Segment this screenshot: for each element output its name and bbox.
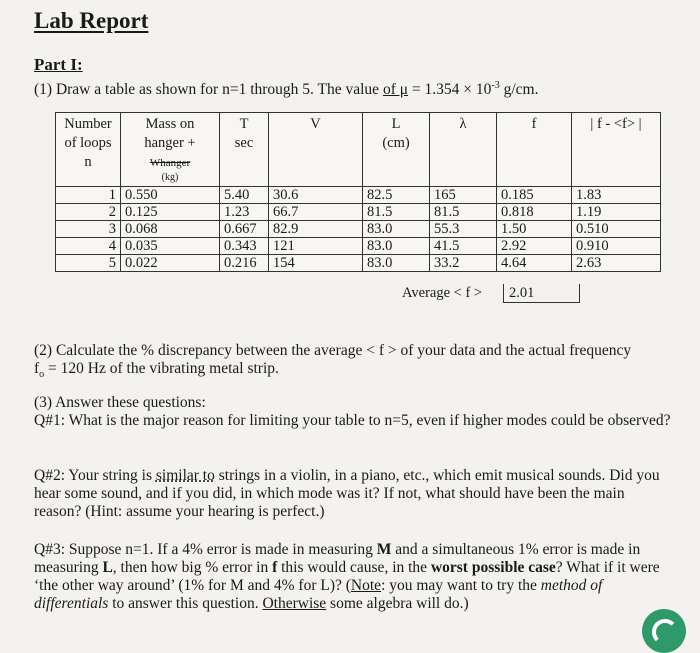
question-3-q3 [34,541,674,613]
q3-otherwise: Otherwise [262,595,327,612]
cell-mass: 0.035 [121,238,220,255]
cell-L: 83.0 [363,255,430,272]
cell-V: 30.6 [269,187,363,204]
header-L-unit: (cm) [382,135,410,151]
q3-part-h: some algebra will do.) [326,595,469,612]
instruction-mu: of μ [382,81,409,99]
cell-diff: 0.510 [572,221,661,238]
app-logo-icon[interactable] [642,609,686,653]
cell-n: 3 [56,221,121,238]
question-3-intro: (3) Answer these questions: [34,394,206,411]
header-T-unit: sec [234,135,254,151]
cell-lambda: 165 [430,187,497,204]
header-T [220,113,269,187]
cell-L: 83.0 [363,221,430,238]
question-3-q1: Q#1: What is the major reason for limiting your table to n=5, even if higher modes could be observed? [34,412,671,429]
q3-part-a: Q#3: Suppose n=1. If a 4% error is made in measuring [34,541,377,558]
instruction-line [34,80,539,99]
q3-part-g: to answer this question. [108,595,263,612]
cell-T: 0.667 [220,221,269,238]
cell-f: 0.185 [497,187,572,204]
q3-L: L [102,559,113,576]
q3-M: M [376,541,392,558]
cell-diff: 0.910 [572,238,661,255]
question-3-q2 [34,467,674,521]
part-heading: Part I: [34,55,83,74]
cell-T: 5.40 [220,187,269,204]
cell-V: 66.7 [269,204,363,221]
header-lambda: λ [430,113,497,187]
cell-n: 1 [56,187,121,204]
cell-T: 0.343 [220,238,269,255]
cell-diff: 1.83 [572,187,661,204]
header-diff: | f - <f> | [572,113,661,187]
average-label: Average < f > [402,285,483,301]
cell-n: 5 [56,255,121,272]
cell-T: 1.23 [220,204,269,221]
cell-f: 0.818 [497,204,572,221]
cell-mass: 0.550 [121,187,220,204]
header-mass-a: Mass on hanger + [144,116,196,151]
data-table [55,112,661,272]
instruction-text-c: g/cm. [499,81,539,99]
q3-part-f: : you may want to try the [381,577,541,594]
page-title: Lab Report [34,8,149,33]
q2-text-a: (2) Calculate the % discrepancy between the average < f > of your data and the actual frequency [34,342,632,359]
cell-V: 121 [269,238,363,255]
header-mass-struck: Whanger [149,157,191,169]
cell-f: 1.50 [497,221,572,238]
q3-part-d: this would cause, in the [277,559,431,576]
q3-f: f [272,559,278,576]
header-mass-unit: (kg) [161,172,179,183]
instruction-text-b: = 1.354 × 10 [408,81,492,99]
instruction-text-a: (1) Draw a table as shown for n=1 through 5. The value [34,81,383,99]
cell-lambda: 55.3 [430,221,497,238]
q3-part-e: ? What if it were ‘the other way around’ (1% for M and 4% for L)? ( [34,559,660,594]
cell-lambda: 41.5 [430,238,497,255]
header-L-label: L [391,116,401,132]
cell-n: 2 [56,204,121,221]
header-mass [121,113,220,187]
header-T-label: T [239,116,249,132]
cell-mass: 0.022 [121,255,220,272]
table-row [56,204,661,221]
instruction-exponent: -3 [491,80,500,91]
q2-f: f [34,360,40,377]
average-value: 2.01 [503,284,580,303]
header-V: V [269,113,363,187]
cell-mass: 0.068 [121,221,220,238]
cell-lambda: 33.2 [430,255,497,272]
cell-L: 81.5 [363,204,430,221]
q2-part-b: strings in a violin, in a piano, etc., which emit musical sounds. Did you hear some sound, and if you did, in which mode was it? If not, what should have been the main reason? (Hint: assume your hearing is perfect.) [34,467,660,520]
table-row [56,187,661,204]
q3-worst: worst possible case [430,559,556,576]
cell-L: 83.0 [363,238,430,255]
cell-diff: 2.63 [572,255,661,272]
q2-similar: similar to [155,467,215,484]
q3-part-b: and a simultaneous 1% error is made in measuring [34,541,641,576]
cell-L: 82.5 [363,187,430,204]
cell-f: 2.92 [497,238,572,255]
question-2 [34,342,674,384]
cell-V: 82.9 [269,221,363,238]
table-row [56,221,661,238]
cell-f: 4.64 [497,255,572,272]
q3-part-c: , then how big % error in [112,559,273,576]
table-header-row [56,113,661,187]
header-f: f [497,113,572,187]
q3-method: method of differentials [34,577,603,612]
q2-part-a: Q#2: Your string is [34,467,156,484]
cell-mass: 0.125 [121,204,220,221]
cell-n: 4 [56,238,121,255]
table-row [56,255,661,272]
table-row [56,238,661,255]
header-L [363,113,430,187]
q2-f-sub: o [39,369,45,381]
cell-lambda: 81.5 [430,204,497,221]
q2-text-c: = 120 Hz of the vibrating metal strip. [44,360,279,377]
header-number: Number of loops n [56,113,121,187]
cell-T: 0.216 [220,255,269,272]
cell-V: 154 [269,255,363,272]
cell-diff: 1.19 [572,204,661,221]
q3-note: Note [350,577,382,594]
